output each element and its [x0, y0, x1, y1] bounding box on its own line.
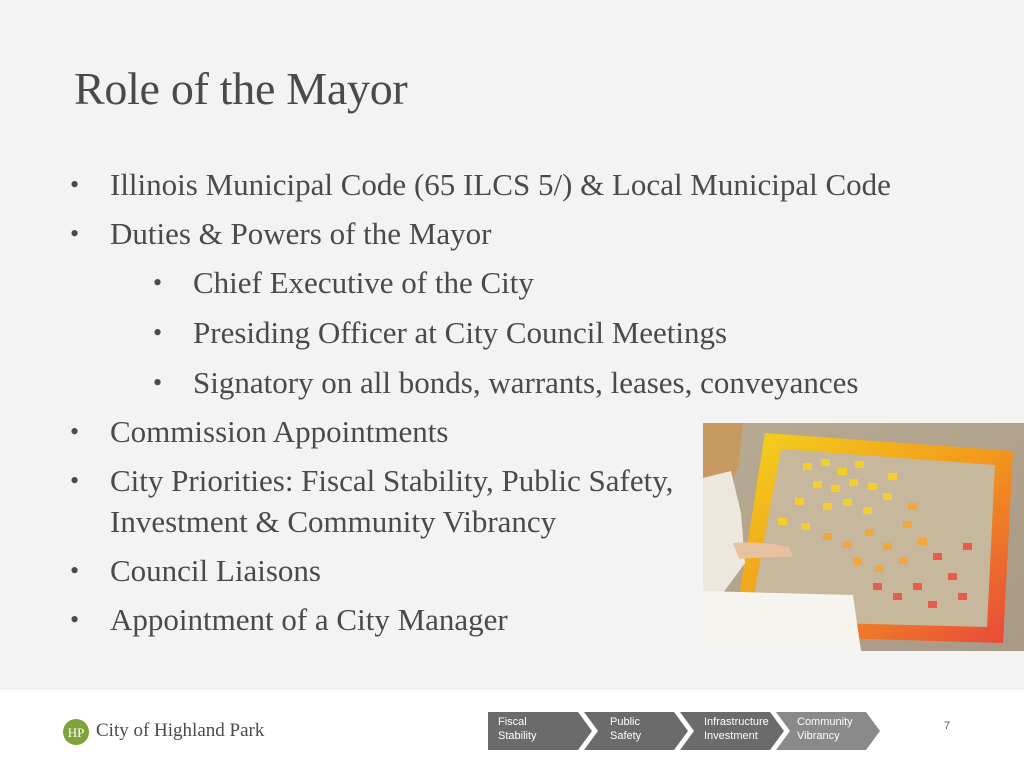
- bullet-item: • Commission Appointments: [110, 407, 448, 456]
- bullet-dot: •: [70, 417, 80, 446]
- chevron-label: Public Safety: [610, 716, 642, 742]
- sub-bullet-item: • Chief Executive of the City: [193, 258, 534, 307]
- svg-text:HP: HP: [67, 725, 85, 740]
- chevron-label: Infrastructure Investment: [704, 716, 769, 742]
- sub-bullet-item: • Presiding Officer at City Council Meetings: [193, 308, 727, 357]
- bullet-item: • Council Liaisons: [110, 546, 321, 595]
- puzzle-photo: [703, 423, 1024, 651]
- bullet-dot: •: [153, 368, 163, 397]
- bullet-dot: •: [70, 219, 80, 248]
- sub-bullet-item: • Signatory on all bonds, warrants, leases, conveyances: [193, 358, 858, 407]
- chevron-label: Fiscal Stability: [498, 716, 537, 742]
- chevron-label: Community Vibrancy: [797, 716, 853, 742]
- bullet-item: • Appointment of a City Manager: [110, 595, 508, 644]
- bullet-dot: •: [153, 318, 163, 347]
- org-name: City of Highland Park: [96, 720, 265, 741]
- city-logo-icon: [62, 718, 90, 746]
- page-number: 7: [944, 720, 951, 732]
- bullet-dot: •: [70, 170, 80, 199]
- bullet-dot: •: [70, 556, 80, 585]
- bullet-dot: •: [70, 605, 80, 634]
- puzzle-photo-icon: [703, 423, 1024, 651]
- bullet-item: • Duties & Powers of the Mayor: [110, 209, 491, 258]
- bullet-item: • City Priorities: Fiscal Stability, Public Safety,: [110, 456, 673, 505]
- bullet-dot: •: [153, 268, 163, 297]
- bullet-item: • Illinois Municipal Code (65 ILCS 5/) & Local Municipal Code: [110, 160, 891, 209]
- slide-title: Role of the Mayor: [74, 63, 408, 114]
- bullet-dot: •: [70, 466, 80, 495]
- bullet-item-continuation: Investment & Community Vibrancy: [110, 504, 557, 539]
